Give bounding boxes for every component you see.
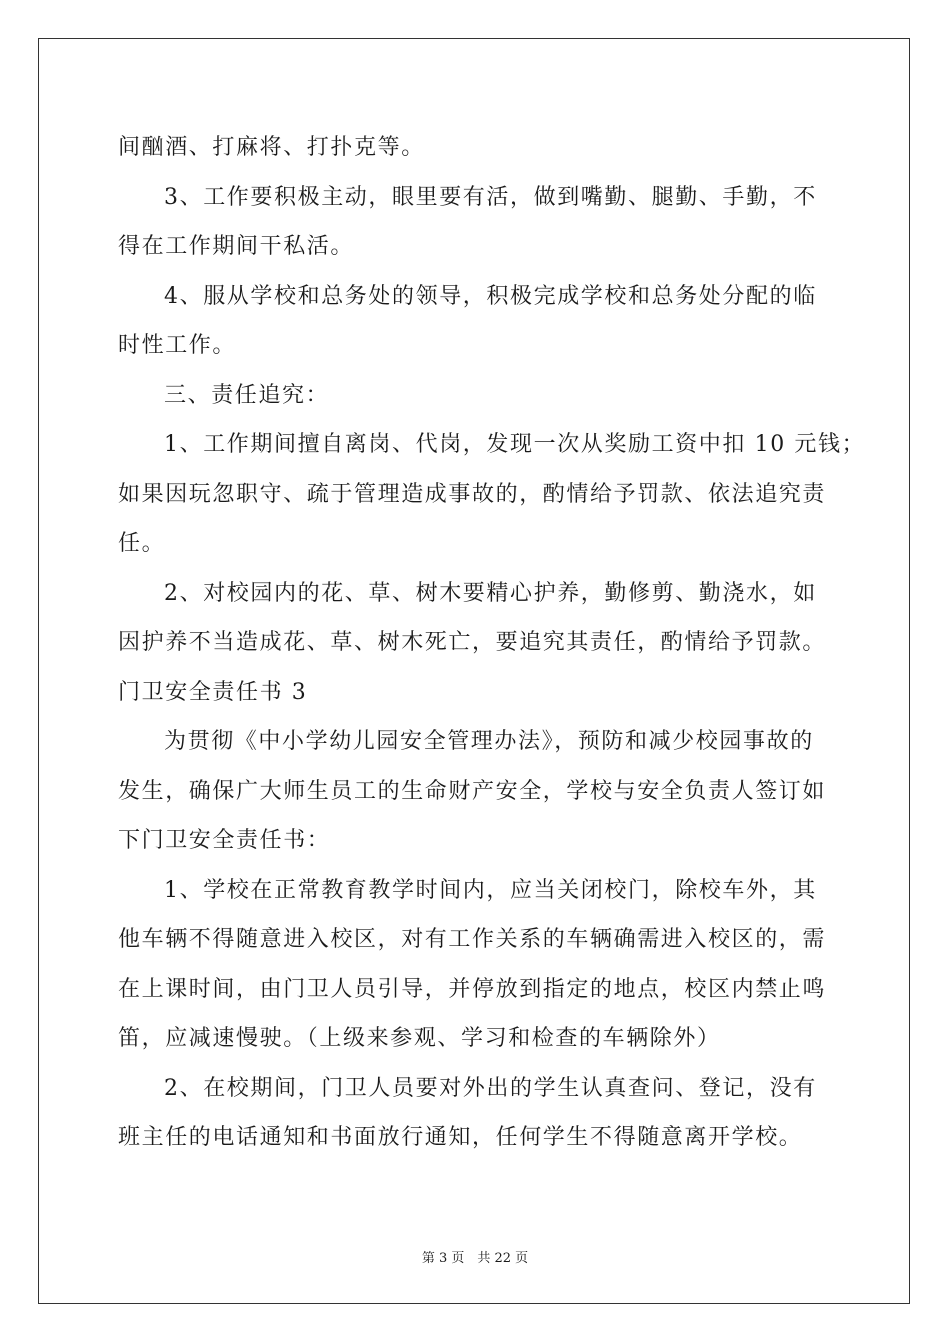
section-heading: 三、责任追究：: [164, 382, 330, 408]
text-line: 为贯彻《中小学幼儿园安全管理办法》，预防和减少校园事故的: [164, 729, 814, 754]
document-body: [118, 130, 866, 1170]
text-line: 1、学校在正常教育教学时间内，应当关闭校门，除校车外，其: [164, 877, 817, 903]
text-line: 得在工作期间干私活。: [118, 234, 355, 259]
text-line: 3、工作要积极主动，眼里要有活，做到嘴勤、腿勤、手勤，不: [164, 184, 817, 210]
text-line: 时性工作。: [118, 333, 237, 358]
text-line: 下门卫安全责任书：: [118, 828, 331, 853]
document-title: 门卫安全责任书 3: [118, 679, 308, 705]
text-line: 如果因玩忽职守、疏于管理造成事故的，酌情给予罚款、依法追究责: [118, 481, 827, 507]
text-line: 在上课时间，由门卫人员引导，并停放到指定的地点，校区内禁止鸣: [118, 976, 827, 1002]
page-footer: [0, 1247, 950, 1266]
text-line: 笛，应减速慢驶。（上级来参观、学习和检查的车辆除外）: [118, 1026, 721, 1051]
text-line: 间酗酒、打麻将、打扑克等。: [118, 135, 425, 160]
text-line: 因护养不当造成花、草、树木死亡，要追究其责任，酌情给予罚款。: [118, 630, 827, 655]
text-line: 2、在校期间，门卫人员要对外出的学生认真查问、登记，没有: [164, 1075, 817, 1101]
text-line: 他车辆不得随意进入校区，对有工作关系的车辆确需进入校区的，需: [118, 927, 827, 952]
text-line: 2、对校园内的花、草、树木要精心护养，勤修剪、勤浇水，如: [164, 580, 817, 606]
text-line: 4、服从学校和总务处的领导，积极完成学校和总务处分配的临: [164, 283, 817, 309]
page-number: 第 3 页 共 22 页: [421, 1251, 529, 1266]
text-line: 班主任的电话通知和书面放行通知，任何学生不得随意离开学校。: [118, 1125, 803, 1150]
text-line: 任。: [118, 531, 166, 556]
text-line: 发生，确保广大师生员工的生命财产安全，学校与安全负责人签订如: [118, 778, 827, 804]
text-line: 1、工作期间擅自离岗、代岗，发现一次从奖励工资中扣 10 元钱；: [164, 432, 866, 457]
